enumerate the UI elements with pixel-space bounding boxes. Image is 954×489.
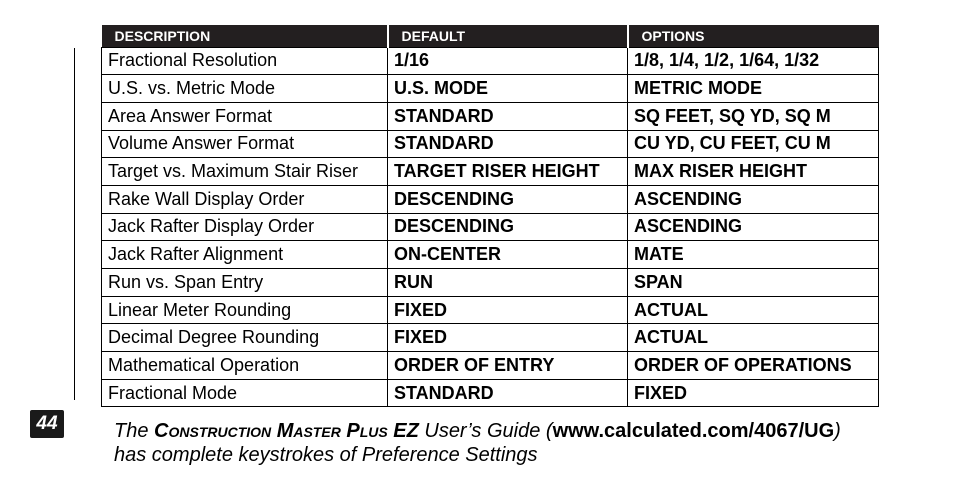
table-row <box>102 130 879 158</box>
setting-options: FIXED <box>628 379 879 407</box>
setting-options: MAX RISER HEIGHT <box>628 158 879 186</box>
table-row <box>102 185 879 213</box>
footnote-line2: has complete keystrokes of Preference Settings <box>114 444 538 466</box>
setting-description: Rake Wall Display Order <box>102 185 388 213</box>
setting-options: SQ FEET, SQ YD, SQ M <box>628 102 879 130</box>
setting-options: 1/8, 1/4, 1/2, 1/64, 1/32 <box>628 47 879 75</box>
table-row <box>102 158 879 186</box>
setting-default: TARGET RISER HEIGHT <box>388 158 628 186</box>
setting-default: 1/16 <box>388 47 628 75</box>
column-header-description: DESCRIPTION <box>102 25 388 47</box>
setting-options: ORDER OF OPERATIONS <box>628 352 879 380</box>
setting-default: RUN <box>388 269 628 297</box>
setting-description: Volume Answer Format <box>102 130 388 158</box>
setting-options: ASCENDING <box>628 185 879 213</box>
footnote-middle: User’s Guide ( <box>418 420 553 442</box>
setting-description: Fractional Resolution <box>102 47 388 75</box>
setting-options: ACTUAL <box>628 324 879 352</box>
table-row <box>102 47 879 75</box>
setting-options: ACTUAL <box>628 296 879 324</box>
setting-description: Decimal Degree Rounding <box>102 324 388 352</box>
preference-settings-table <box>101 25 879 407</box>
setting-description: Linear Meter Rounding <box>102 296 388 324</box>
page-number: 44 <box>30 410 64 438</box>
table-row <box>102 352 879 380</box>
footnote-suffix: ) <box>834 420 841 442</box>
setting-default: DESCENDING <box>388 185 628 213</box>
setting-default: STANDARD <box>388 102 628 130</box>
setting-default: FIXED <box>388 296 628 324</box>
setting-options: METRIC MODE <box>628 75 879 103</box>
setting-description: Fractional Mode <box>102 379 388 407</box>
table-row <box>102 296 879 324</box>
setting-description: Jack Rafter Alignment <box>102 241 388 269</box>
setting-description: Run vs. Span Entry <box>102 269 388 297</box>
setting-default: STANDARD <box>388 130 628 158</box>
product-name: Construction Master Plus EZ <box>154 420 419 442</box>
setting-default: ON-CENTER <box>388 241 628 269</box>
table-row <box>102 324 879 352</box>
table-row <box>102 269 879 297</box>
setting-description: Jack Rafter Display Order <box>102 213 388 241</box>
table-row <box>102 241 879 269</box>
setting-default: U.S. MODE <box>388 75 628 103</box>
table-row <box>102 75 879 103</box>
setting-default: FIXED <box>388 324 628 352</box>
setting-description: Mathematical Operation <box>102 352 388 380</box>
footnote-prefix: The <box>114 420 155 442</box>
guide-url[interactable]: www.calculated.com/4067/UG <box>552 420 835 442</box>
table-row <box>102 102 879 130</box>
setting-default: STANDARD <box>388 379 628 407</box>
setting-options: CU YD, CU FEET, CU M <box>628 130 879 158</box>
setting-options: SPAN <box>628 269 879 297</box>
column-header-default: DEFAULT <box>388 25 628 47</box>
table-header-row <box>102 25 879 47</box>
footnote <box>114 419 914 467</box>
table-body <box>102 47 879 407</box>
setting-options: ASCENDING <box>628 213 879 241</box>
setting-options: MATE <box>628 241 879 269</box>
table-row <box>102 379 879 407</box>
setting-description: Target vs. Maximum Stair Riser <box>102 158 388 186</box>
setting-default: DESCENDING <box>388 213 628 241</box>
setting-description: Area Answer Format <box>102 102 388 130</box>
setting-default: ORDER OF ENTRY <box>388 352 628 380</box>
column-header-options: OPTIONS <box>628 25 879 47</box>
setting-description: U.S. vs. Metric Mode <box>102 75 388 103</box>
margin-rule <box>74 48 75 400</box>
table-row <box>102 213 879 241</box>
